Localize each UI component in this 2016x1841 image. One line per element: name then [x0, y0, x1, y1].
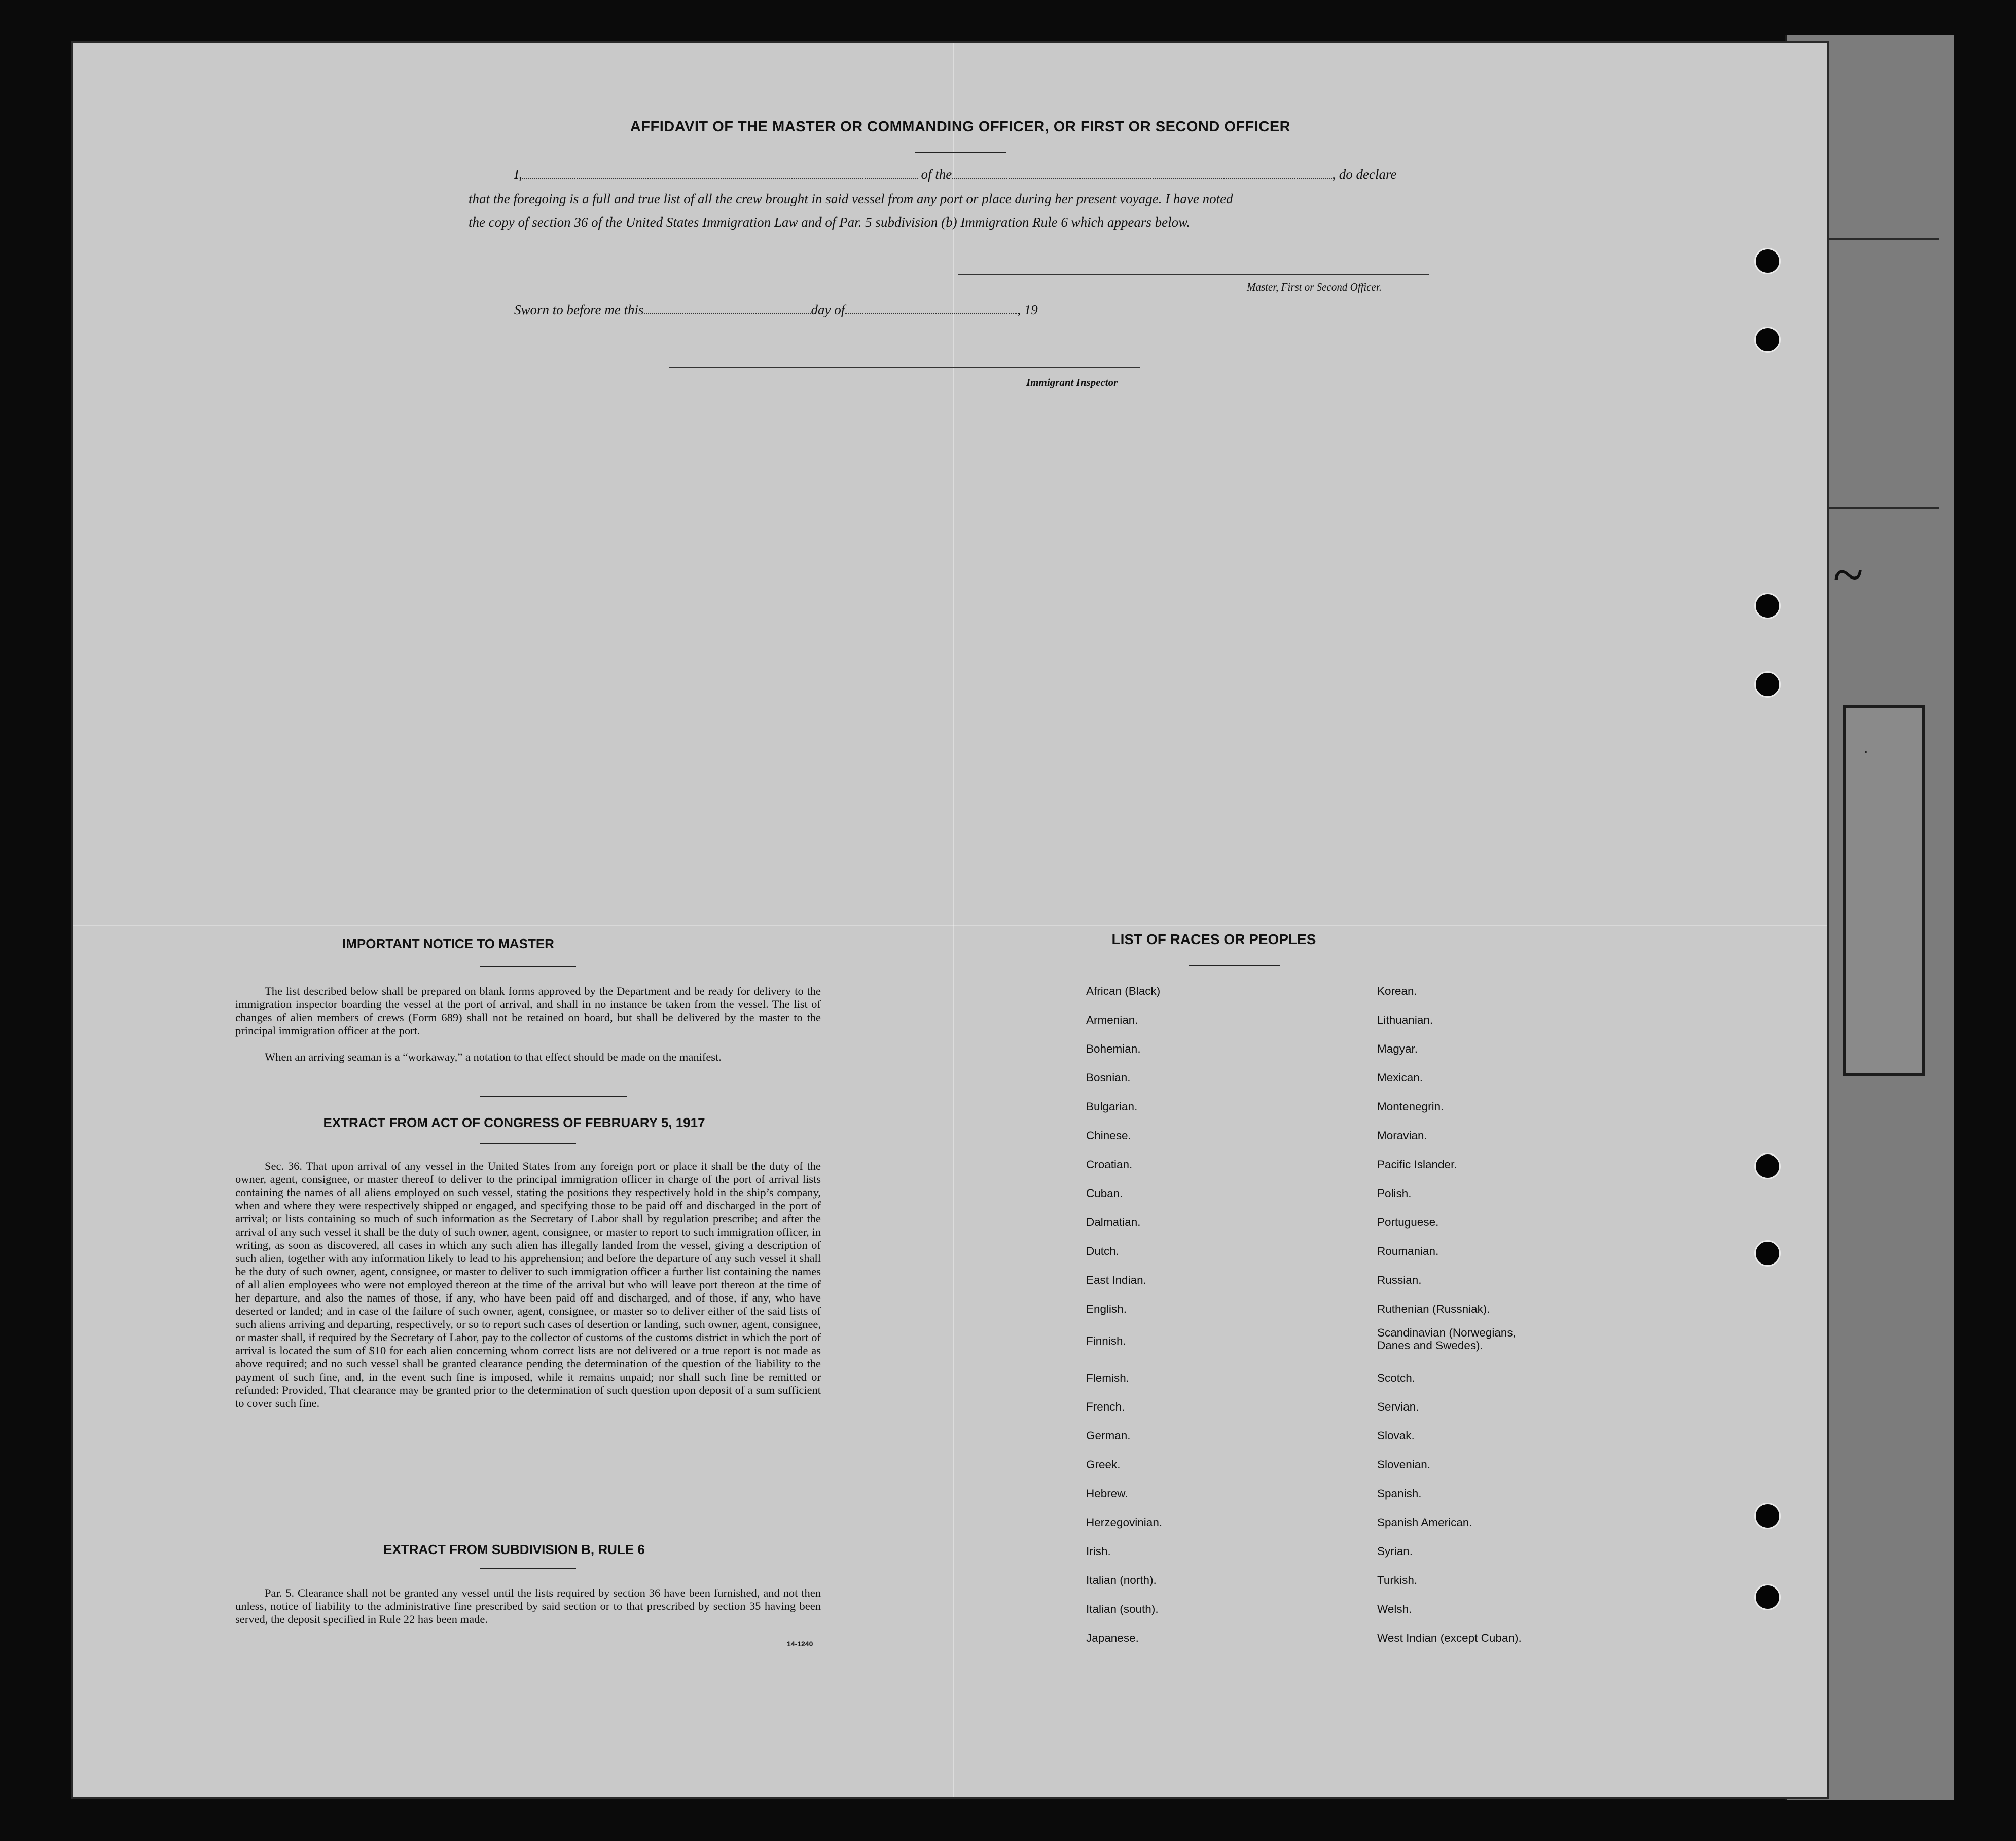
race-item: Bosnian.	[1086, 1071, 1131, 1084]
notice-workaway-text: When an arriving seaman is a “workaway,” a notation to that effect should be made on the manifest.	[265, 1051, 722, 1063]
underlying-handwriting: ~	[1832, 544, 1863, 605]
officer-signature-caption: Master, First or Second Officer.	[1247, 281, 1382, 293]
races-title: LIST OF RACES OR PEOPLES	[1111, 931, 1316, 947]
underlying-table-box	[1843, 705, 1925, 1076]
affidavit-i-label: I,	[514, 167, 522, 182]
punch-hole	[1754, 671, 1781, 698]
race-item: Spanish.	[1377, 1487, 1422, 1500]
affidavit-declaration-line	[514, 167, 1396, 183]
race-item: Servian.	[1377, 1400, 1419, 1413]
punch-hole	[1754, 1240, 1781, 1267]
rule-par-5-text: Par. 5. Clearance shall not be granted any vessel until the lists required by section 36 have been furnished, and not then unless, notice of liability to the administrative fine prescribed by said section or to that prescribed by section 35 having been served, the deposit specified in Rule 22 has been made.	[235, 1586, 821, 1626]
officer-signature-line	[958, 274, 1429, 275]
race-item: Scotch.	[1377, 1371, 1416, 1384]
affidavit-of-the-label: of the	[921, 167, 952, 182]
race-item: Montenegrin.	[1377, 1100, 1444, 1113]
sworn-day-blank	[644, 313, 811, 314]
race-item: Slovak.	[1377, 1429, 1415, 1442]
punch-hole	[1754, 1584, 1781, 1610]
race-item: Bulgarian.	[1086, 1100, 1138, 1113]
race-item: Syrian.	[1377, 1545, 1413, 1558]
manifest-back-page	[71, 41, 1829, 1799]
race-item: Finnish.	[1086, 1334, 1126, 1347]
horizontal-fold-crease	[73, 925, 1827, 926]
race-item: English.	[1086, 1303, 1127, 1315]
race-item: Greek.	[1086, 1458, 1121, 1471]
race-item: Korean.	[1377, 985, 1417, 997]
notice-text: The list described below shall be prepared on blank forms approved by the Department and be ready for delivery to the immigration inspector boarding the vessel at the port of arrival, and shall in no instance be taken from the vessel. The list of changes of alien members of crews (Form 689) shall not be retained on board, but shall be delivered by the master to the principal immigration officer at the port.	[235, 985, 821, 1037]
race-item: Mexican.	[1377, 1071, 1423, 1084]
underlying-handwriting: ·	[1863, 740, 1869, 761]
sworn-label: Sworn to before me this	[514, 302, 644, 317]
vessel-blank	[952, 178, 1332, 179]
race-item: Lithuanian.	[1377, 1014, 1433, 1026]
race-item: Dalmatian.	[1086, 1216, 1141, 1229]
punch-hole	[1754, 593, 1781, 619]
sworn-line	[514, 302, 1038, 318]
inspector-signature-line	[669, 367, 1140, 368]
race-item: Slovenian.	[1377, 1458, 1431, 1471]
race-item: French.	[1086, 1400, 1125, 1413]
race-item: Italian (north).	[1086, 1574, 1157, 1586]
inspector-signature-caption: Immigrant Inspector	[1026, 376, 1118, 388]
race-item: Cuban.	[1086, 1187, 1123, 1200]
race-item: Welsh.	[1377, 1603, 1412, 1615]
race-item: Japanese.	[1086, 1632, 1139, 1644]
race-item: Ruthenian (Russniak).	[1377, 1303, 1490, 1315]
race-item: Roumanian.	[1377, 1245, 1439, 1257]
race-item: Armenian.	[1086, 1014, 1138, 1026]
affidavit-declare-label: , do declare	[1332, 167, 1397, 182]
race-item: Portuguese.	[1377, 1216, 1439, 1229]
race-item: Croatian.	[1086, 1158, 1133, 1171]
race-item: East Indian.	[1086, 1274, 1146, 1286]
race-item: Polish.	[1377, 1187, 1412, 1200]
act-section-36-text: Sec. 36. That upon arrival of any vessel in the United States from any foreign port or place it shall be the duty of the owner, agent, consignee, or master thereof to deliver to the principal immigration officer in charge of the port of arrival lists containing the names of all aliens employed on such vessel, stating the positions they respectively hold in the ship’s company, when and where they were respectively shipped or engaged, and specifying those to be paid off and discharged in the port of arrival; or lists containing so much of such information as the Secretary of Labor shall by regulation prescribe; and after the arrival of any such vessel it shall be the duty of such owner, agent, consignee, or master to report to such immigration officer, in writing, as soon as discovered, all cases in which any such alien has illegally landed from the vessel, giving a description of such alien, together with any information likely to lead to his apprehension; and before the departure of any such vessel it shall be the duty of such owner, agent, consignee, or master to deliver to such immigration officer a further list containing the names of all alien employees who were not employed thereon at the time of the arrival but who will leave port thereon at the time of her departure, and also the names of those, if any, who have been paid off and discharged, and of those, if any, who have deserted or landed; and in case of the failure of such owner, agent, consignee, or master so to deliver either of the said lists of such aliens arriving and departing, respectively, or so to report such cases of desertion or landing, such owner, agent, consignee, or master shall, if required by the Secretary of Labor, pay to the collector of customs of the customs district in which the port of arrival is located the sum of $10 for each alien concerning whom correct lists are not delivered or a true report is not made as above required; and no such vessel shall be granted clearance pending the determination of the question of the liability to the payment of such fine, and, in the event such fine is imposed, while it remains unpaid; nor shall such fine be remitted or refunded: Provided, That clearance may be granted prior to the determination of such question upon deposit of a sum sufficient to cover such fine.	[235, 1160, 821, 1410]
punch-hole	[1754, 1153, 1781, 1179]
race-item: Russian.	[1377, 1274, 1422, 1286]
day-of-label: day of	[811, 302, 845, 317]
affidavit-line-3: the copy of section 36 of the United States Immigration Law and of Par. 5 subdivision (b) Immigration Rule 6 which appears below.	[469, 214, 1190, 230]
race-item: African (Black)	[1086, 985, 1161, 997]
race-item: German.	[1086, 1429, 1131, 1442]
race-item: Scandinavian (Norwegians, Danes and Swedes).	[1377, 1326, 1516, 1352]
race-item: Pacific Islander.	[1377, 1158, 1457, 1171]
race-item: Italian (south).	[1086, 1603, 1159, 1615]
race-item: West Indian (except Cuban).	[1377, 1632, 1522, 1644]
race-item: Flemish.	[1086, 1371, 1130, 1384]
act-title: EXTRACT FROM ACT OF CONGRESS OF FEBRUARY 5, 1917	[323, 1115, 705, 1130]
section-rule	[480, 1143, 576, 1144]
notice-title: IMPORTANT NOTICE TO MASTER	[342, 936, 554, 951]
section-rule	[480, 1096, 627, 1097]
sworn-month-blank	[845, 313, 1017, 314]
race-item: Bohemian.	[1086, 1042, 1141, 1055]
rule-title: EXTRACT FROM SUBDIVISION B, RULE 6	[383, 1542, 645, 1557]
section-rule	[480, 966, 576, 967]
race-item: Magyar.	[1377, 1042, 1418, 1055]
section-rule	[1189, 965, 1280, 966]
race-item: Herzegovinian.	[1086, 1516, 1163, 1529]
affidavit-line-2: that the foregoing is a full and true list of all the crew brought in said vessel from any port or place during her present voyage. I have noted	[469, 191, 1233, 206]
title-rule	[915, 152, 1006, 153]
race-item: Chinese.	[1086, 1129, 1131, 1142]
section-rule	[480, 1568, 576, 1569]
race-item: Irish.	[1086, 1545, 1111, 1558]
race-item: Spanish American.	[1377, 1516, 1472, 1529]
race-item: Turkish.	[1377, 1574, 1418, 1586]
name-blank	[522, 178, 918, 179]
race-item: Dutch.	[1086, 1245, 1120, 1257]
punch-hole	[1754, 1503, 1781, 1529]
punch-hole	[1754, 327, 1781, 353]
punch-hole	[1754, 248, 1781, 274]
race-item: Moravian.	[1377, 1129, 1427, 1142]
affidavit-title: AFFIDAVIT OF THE MASTER OR COMMANDING OFFICER, OR FIRST OR SECOND OFFICER	[630, 119, 1291, 135]
year-label: , 19	[1017, 302, 1038, 317]
race-item: Hebrew.	[1086, 1487, 1128, 1500]
form-number: 14-1240	[787, 1640, 813, 1648]
